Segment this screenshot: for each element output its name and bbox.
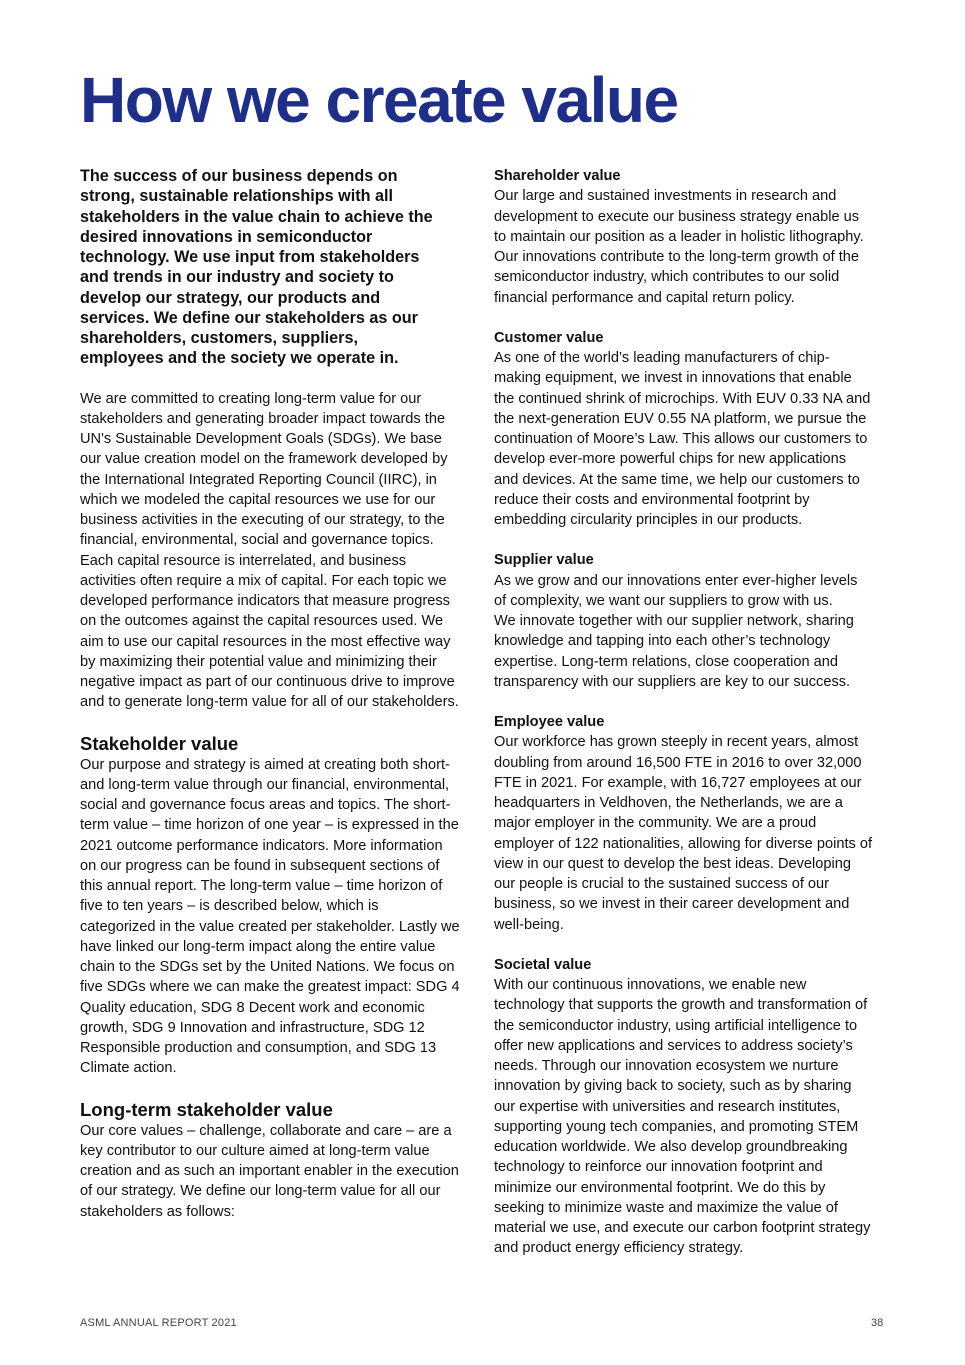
text-line: stakeholders as follows: [80,1203,235,1220]
text-line: With our continuous innovations, we enable new [494,977,807,993]
text-line: doubling from around 16,500 FTE in 2016 to over 32,000 [494,754,862,771]
text-line: well-being. [494,916,564,933]
section-heading: Stakeholder value [80,732,239,754]
text-line: activities often require a mix of capital. For each topic we [80,572,447,589]
text-line: Our innovations contribute to the long-term growth of the [494,249,860,265]
text-line: Responsible production and consumption, and SDG 13 [80,1040,437,1056]
text-line: Our purpose and strategy is aimed at creating both short- [80,756,450,773]
page-title: How we create value [80,64,678,136]
intro-paragraph [80,166,480,369]
text-line: material we use, and execute our carbon footprint strategy [494,1220,871,1236]
text-line: growth, SDG 9 Innovation and infrastructure, SDG 12 [80,1019,425,1036]
text-line: As one of the world’s leading manufacturers of chip- [494,350,830,366]
text-line: stakeholders in the value chain to achieve the [80,207,433,226]
text-line: chain to the SDGs set by the United Nations. We focus on [80,959,455,975]
text-line: key contributor to our culture aimed at long-term value [80,1142,430,1159]
text-line: supporting young tech companies, and promoting STEM [494,1118,859,1135]
text-line: Quality education, SDG 8 Decent work and economic [80,999,425,1016]
text-line: business, so we invest in their career development and [494,896,850,913]
text-line: five SDGs where we can make the greatest impact: SDG 4 [80,979,460,996]
text-line: headquarters in Veldhoven, the Netherlands, we are a [494,795,843,811]
text-line: needs. Through our innovation ecosystem we nurture [494,1058,839,1074]
text-line: Our workforce has grown steeply in recent years, almost [494,734,859,751]
section [494,712,894,935]
text-line: knowledge and tapping into each other’s technology [494,633,831,650]
text-line: As we grow and our innovations enter ever-higher levels [494,572,858,589]
text-line: offer new applications and services to address society’s [494,1037,853,1054]
section-heading: Societal value [494,956,592,973]
text-line: by maximizing their potential value and minimizing their [80,653,437,670]
text-line: to maintain our position as a leader in holistic lithography. [494,228,864,245]
text-line: technology to reinforce our innovation footprint and [494,1159,823,1176]
text-line: developed performance indicators that measure progress [80,593,450,609]
text-line: social and governance focus areas and topics. The short- [80,797,451,813]
text-line: development to execute our business strategy enable us [494,208,860,225]
body-paragraph [80,389,480,713]
text-line: the next-generation EUV 0.55 NA platform, we pursue the [494,410,867,427]
text-line: creation and as such an important enabler in the execution [80,1163,459,1179]
text-line: and to generate long-term value for all of our stakeholders. [80,694,459,711]
section-heading: Employee value [494,714,605,730]
text-line: business activities in the executing of our strategy, to the [80,512,445,528]
section [494,955,894,1259]
section [80,1099,480,1222]
text-line: semiconductor industry, which contributes to our solid [494,269,840,286]
text-line: categorized in the value created per stakeholder. Lastly we [80,918,460,935]
section-heading: Long-term stakeholder value [80,1098,333,1120]
text-line: the continued shrink of microchips. With EUV 0.33 NA and [494,390,871,407]
text-line: UN's Sustainable Development Goals (SDGs). We base [80,431,442,447]
text-line: develop ever-more powerful chips for new applications [494,451,847,468]
text-line: view in our quest to develop the best ideas. Developing [494,855,851,872]
left-sections [80,733,480,1222]
text-line: financial, environmental, social and governance topics. [80,532,434,549]
section-heading: Supplier value [494,552,594,569]
text-line: seeking to minimize waste and maximize the value of [494,1199,838,1216]
text-line: of complexity, we want our suppliers to grow with us. [494,592,833,609]
text-line: and devices. At the same time, we help our customers to [494,471,860,488]
page-number: 38 [871,1317,884,1329]
text-line: embedding circularity principles in our products. [494,512,803,528]
text-line: services. We define our stakeholders as our [80,308,418,327]
text-line: making equipment, we invest in innovations that enable [494,370,852,387]
text-line: which we modeled the capital resources we use for our [80,491,436,508]
text-line: transparency with our suppliers are key to our success. [494,673,851,690]
text-line: 2021 outcome performance indicators. More information [80,837,443,854]
text-line: of our strategy. We define our long-term value for all our [80,1183,441,1200]
text-line: have linked our long-term impact along the entire value [80,938,436,955]
text-line: aim to use our capital resources in the most effective way [80,633,451,650]
section-heading: Customer value [494,329,604,346]
text-line: innovation by giving back to society, such as by sharing [494,1078,852,1095]
text-line: continuation of Moore’s Law. This allows our customers to [494,431,868,447]
text-line: strong, sustainable relationships with all [80,187,394,206]
text-line: technology that supports the growth and transformation of [494,997,868,1014]
text-line: our value creation model on the framework developed by [80,451,448,468]
text-line: Our core values – challenge, collaborate and care – are a [80,1122,452,1139]
right-column [494,166,894,1279]
text-line: employees and the society we operate in. [80,349,399,368]
text-line: expertise. Long-term relations, close cooperation and [494,653,838,670]
text-line: on our progress can be found in subsequent sections of [80,857,440,874]
text-line: shareholders, customers, suppliers, [80,329,358,347]
text-line: develop our strategy, our products and [80,288,381,307]
section-heading: Shareholder value [494,168,621,184]
text-line: and product energy efficiency strategy. [494,1240,744,1257]
text-line: term value – time horizon of one year – is expressed in the [80,817,459,834]
right-sections [494,166,894,1259]
text-line: the International Integrated Reporting Council (IIRC), in [80,471,437,488]
text-line: and trends in our industry and society to [80,268,394,287]
text-line: desired innovations in semiconductor [80,227,373,246]
left-column [80,166,480,1242]
section [494,166,894,308]
text-line: education worldwide. We also develop groundbreaking [494,1139,848,1155]
text-line: We innovate together with our supplier network, sharing [494,613,854,629]
text-line: five to ten years – is described below, which is [80,898,379,915]
text-line: technology. We use input from stakeholders [80,248,420,266]
text-line: our people is crucial to the sustained success of our [494,876,830,892]
text-line: reduce their costs and environmental footprint by [494,491,810,508]
text-line: We are committed to creating long-term value for our [80,390,422,407]
text-line: Each capital resource is interrelated, and business [80,552,407,569]
section [494,550,894,692]
text-line: minimize our environmental footprint. We do this by [494,1179,826,1196]
section [80,733,480,1079]
text-line: Climate action. [80,1060,177,1077]
text-line: and long-term value through our financial, environmental, [80,776,450,793]
footer-report-name: ASML ANNUAL REPORT 2021 [80,1317,237,1329]
text-line: the semiconductor industry, using artificial intelligence to [494,1017,858,1034]
text-line: Our large and sustained investments in research and [494,188,837,205]
text-line: this annual report. The long-term value – time horizon of [80,878,443,894]
section [494,328,894,531]
text-line: employer of 122 nationalities, allowing for diverse points of [494,835,873,852]
text-line: financial performance and capital return policy. [494,289,795,306]
text-line: stakeholders and generating broader impact towards the [80,410,446,427]
text-line: The success of our business depends on [80,167,398,185]
text-line: our expertise with universities and research institutes, [494,1098,841,1115]
text-line: negative impact as part of our continuous drive to improve [80,674,455,690]
text-line: FTE in 2021. For example, with 16,727 employees at our [494,774,862,791]
text-line: major employer in the community. We are a proud [494,815,817,832]
text-line: on the outcomes against the capital resources used. We [80,613,444,630]
